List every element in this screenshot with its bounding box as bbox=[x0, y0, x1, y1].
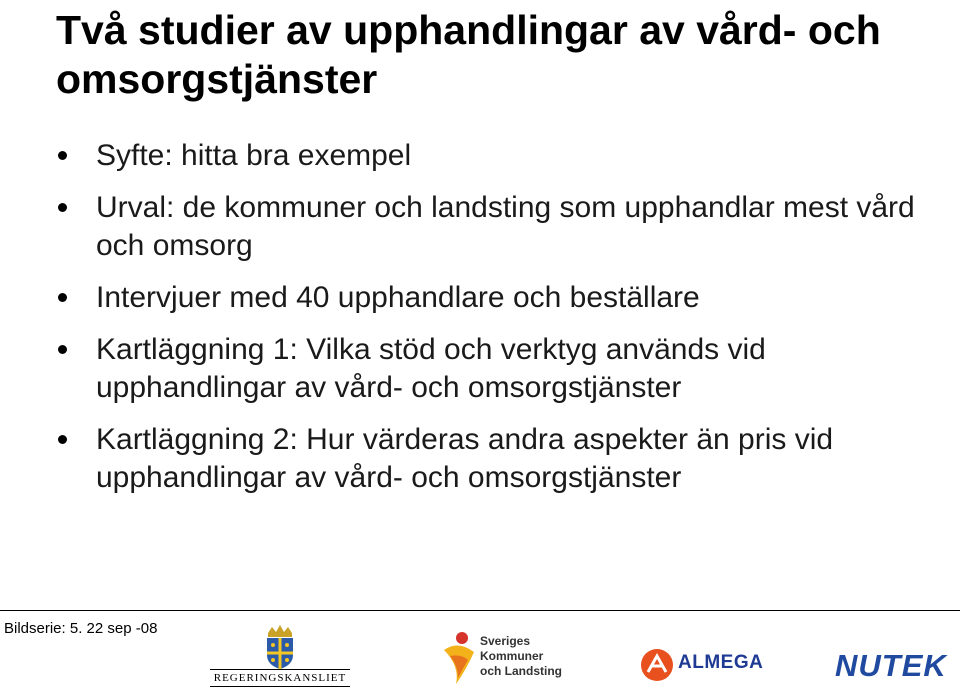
almega-wordmark: ALMEGA bbox=[678, 652, 764, 673]
crown-shield-icon bbox=[210, 625, 350, 669]
nutek-wordmark: NUTEK bbox=[835, 648, 947, 683]
bullet-list bbox=[56, 137, 936, 511]
bullet-text: Kartläggning 2: Hur värderas andra aspekter än pris vid upphandlingar av vård- och omsorgstjänster bbox=[96, 423, 834, 494]
bullet-dot-icon bbox=[58, 293, 67, 302]
bullet-dot-icon bbox=[58, 435, 67, 444]
bullet-item bbox=[56, 421, 936, 497]
bullet-item bbox=[56, 137, 936, 175]
skl-wordmark: Sveriges Kommuner och Landsting bbox=[480, 634, 562, 678]
regeringskansliet-logo bbox=[210, 625, 350, 687]
bullet-item bbox=[56, 279, 936, 317]
bullet-text: Intervjuer med 40 upphandlare och beställare bbox=[96, 281, 700, 314]
bullet-item bbox=[56, 331, 936, 407]
regeringskansliet-wordmark: REGERINGSKANSLIET bbox=[210, 669, 350, 687]
skl-logo bbox=[440, 630, 580, 688]
almega-logo bbox=[640, 648, 764, 682]
bullet-item bbox=[56, 189, 936, 265]
bullet-text: Kartläggning 1: Vilka stöd och verktyg används vid upphandlingar av vård- och omsorgstjänster bbox=[96, 333, 766, 404]
bullet-dot-icon bbox=[58, 345, 67, 354]
nutek-logo bbox=[835, 648, 955, 684]
bullet-text: Urval: de kommuner och landsting som upphandlar mest vård och omsorg bbox=[96, 191, 915, 262]
footer-divider bbox=[0, 610, 960, 611]
bullet-dot-icon bbox=[58, 203, 67, 212]
skl-figure-icon bbox=[440, 630, 478, 686]
slide-title: Två studier av upphandlingar av vård- och omsorgstjänster bbox=[56, 7, 881, 102]
almega-emblem-icon bbox=[640, 648, 674, 682]
bullet-dot-icon bbox=[58, 151, 67, 160]
footer-caption: Bildserie: 5. 22 sep -08 bbox=[4, 620, 158, 637]
bullet-text: Syfte: hitta bra exempel bbox=[96, 139, 412, 172]
